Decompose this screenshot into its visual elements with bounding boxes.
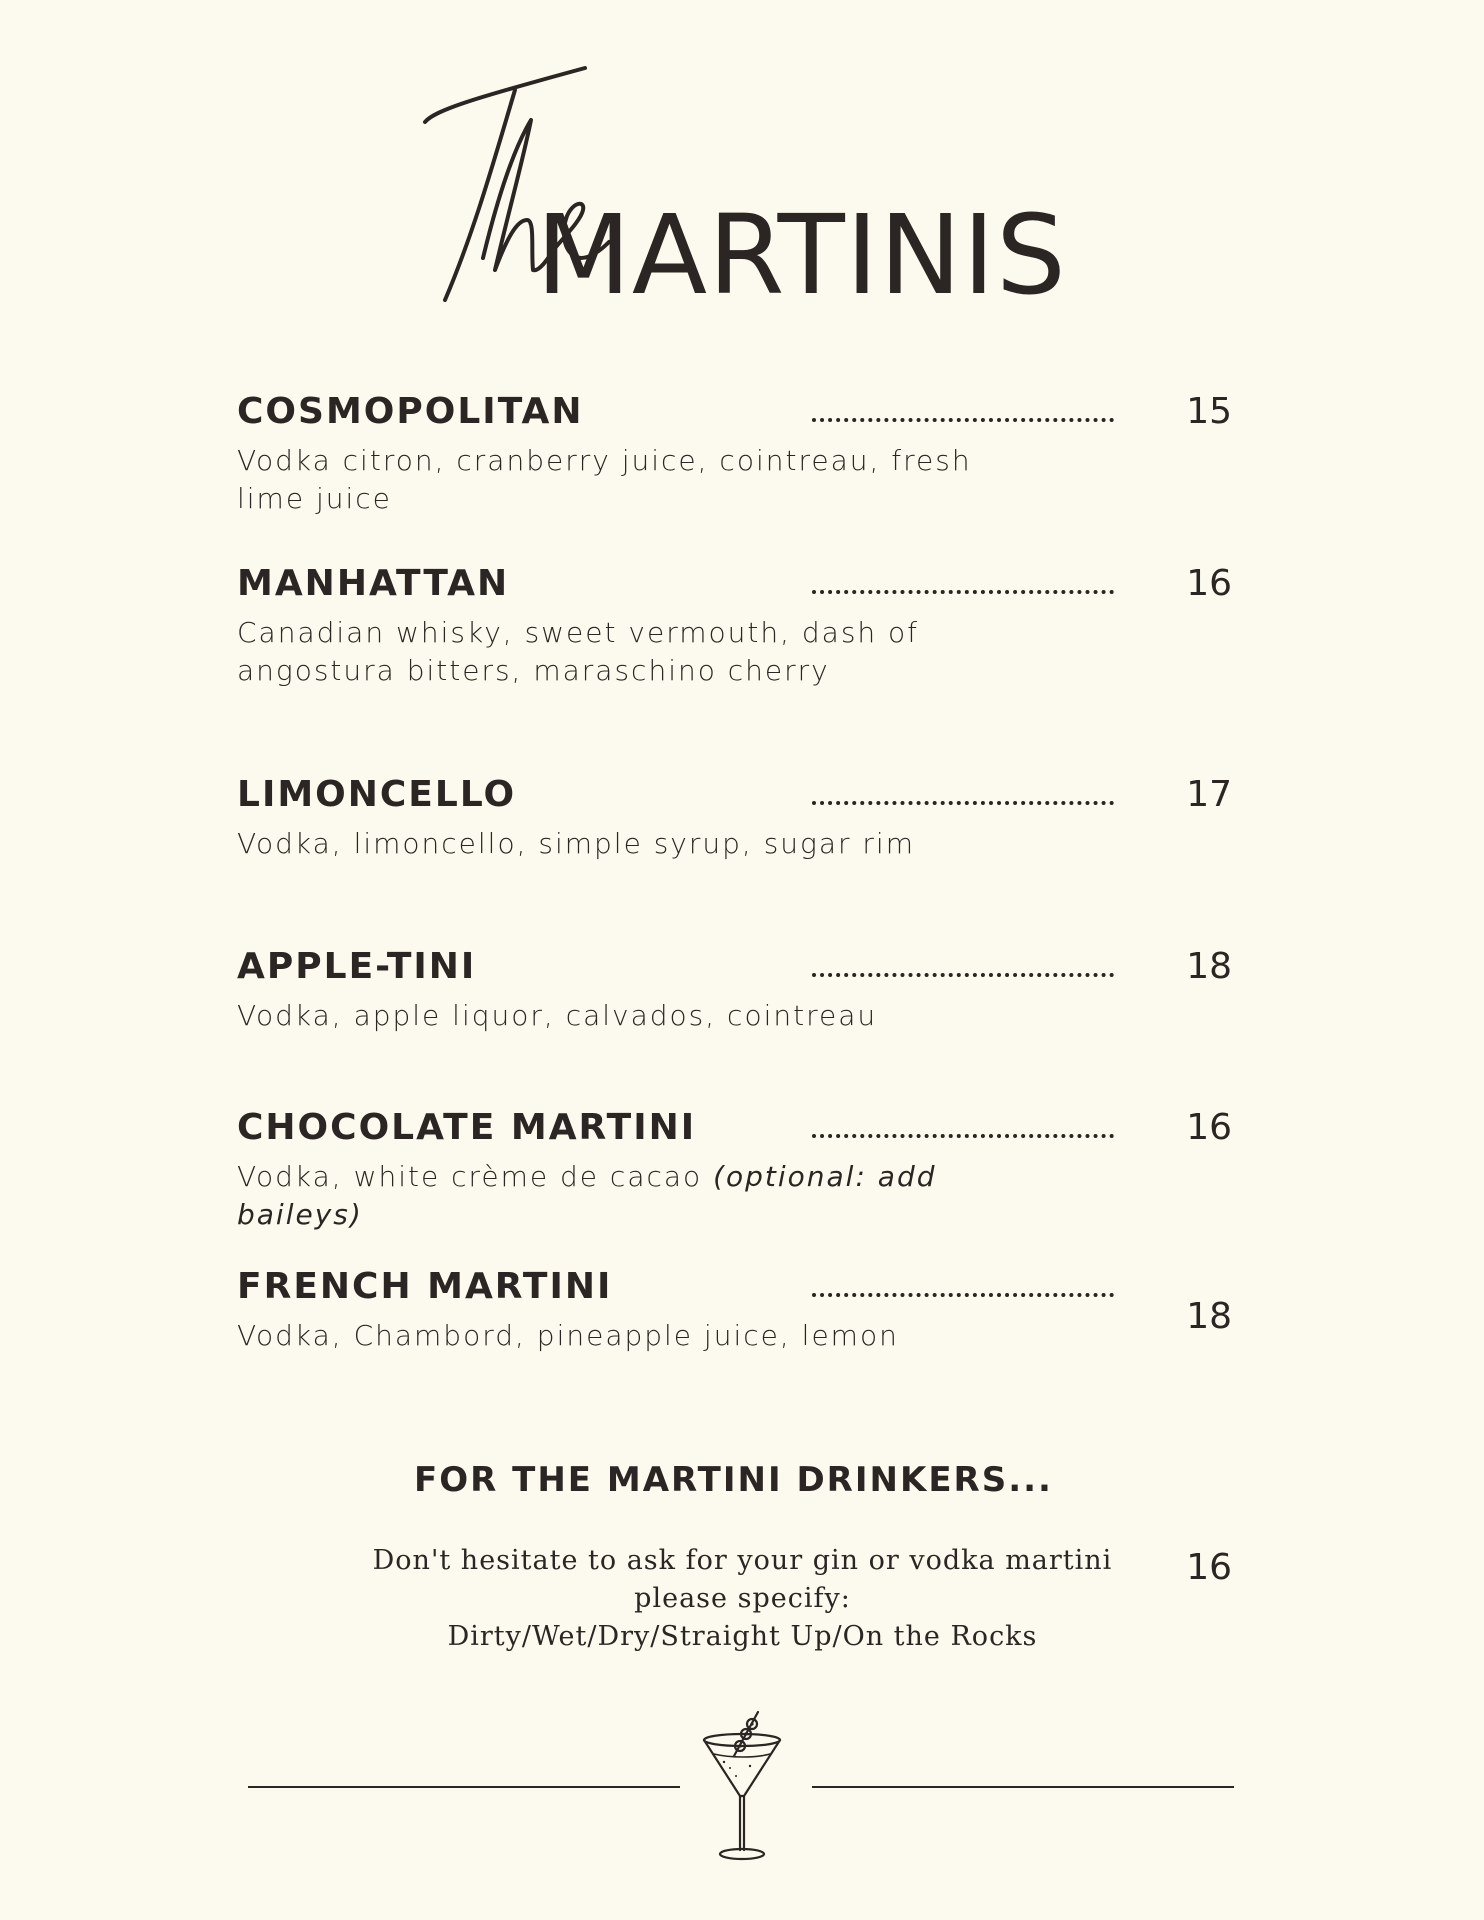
- description-line: Vodka, white crème de cacao: [237, 1160, 714, 1193]
- drinkers-note: [340, 1542, 1145, 1656]
- footer-rule-right: [812, 1786, 1234, 1788]
- item-price: 16: [1186, 563, 1232, 604]
- description-line: angostura bitters, maraschino cherry: [237, 654, 830, 687]
- description-line: Canadian whisky, sweet vermouth, dash of: [237, 616, 920, 649]
- item-price: 16: [1186, 1107, 1232, 1148]
- drinkers-heading: FOR THE MARTINI DRINKERS...: [414, 1460, 1053, 1500]
- dot-leader: [812, 1134, 1114, 1138]
- menu-title: [0, 0, 1484, 320]
- item-name: CHOCOLATE MARTINI: [237, 1107, 697, 1148]
- item-price: 18: [1186, 1296, 1232, 1337]
- drinkers-price: 16: [1186, 1547, 1232, 1588]
- dot-leader: [812, 590, 1114, 594]
- item-name: MANHATTAN: [237, 563, 510, 604]
- footer-rule-left: [248, 1786, 680, 1788]
- item-name: LIMONCELLO: [237, 774, 517, 815]
- item-name: COSMOPOLITAN: [237, 391, 584, 432]
- dot-leader: [812, 1293, 1114, 1297]
- item-name: FRENCH MARTINI: [237, 1266, 613, 1307]
- dot-leader: [812, 973, 1114, 977]
- item-description: [237, 825, 1017, 863]
- item-description: [237, 614, 1017, 690]
- item-price: 15: [1186, 391, 1232, 432]
- dot-leader: [812, 801, 1114, 805]
- item-name: APPLE-TINI: [237, 946, 477, 987]
- dot-leader: [812, 418, 1114, 422]
- description-optional: (optional: add baileys): [237, 1160, 937, 1231]
- item-description: [237, 1158, 1017, 1234]
- description-line: lime juice: [237, 482, 392, 515]
- drinkers-note-line: please specify:: [634, 1583, 851, 1614]
- item-description: [237, 442, 1017, 518]
- item-price: 18: [1186, 946, 1232, 987]
- drinkers-note-line: Don't hesitate to ask for your gin or vodka martini: [372, 1545, 1113, 1576]
- description-line: Vodka, limoncello, simple syrup, sugar rim: [237, 827, 915, 860]
- description-line: Vodka, Chambord, pineapple juice, lemon: [237, 1319, 899, 1352]
- drinkers-note-line: Dirty/Wet/Dry/Straight Up/On the Rocks: [447, 1621, 1038, 1652]
- item-description: [237, 1317, 1017, 1355]
- item-price: 17: [1186, 774, 1232, 815]
- martini-glass-icon: [700, 1710, 794, 1866]
- title-main: MARTINIS: [536, 191, 1067, 319]
- description-line: Vodka citron, cranberry juice, cointreau, fresh: [237, 444, 972, 477]
- item-description: [237, 997, 1017, 1035]
- description-line: Vodka, apple liquor, calvados, cointreau: [237, 999, 878, 1032]
